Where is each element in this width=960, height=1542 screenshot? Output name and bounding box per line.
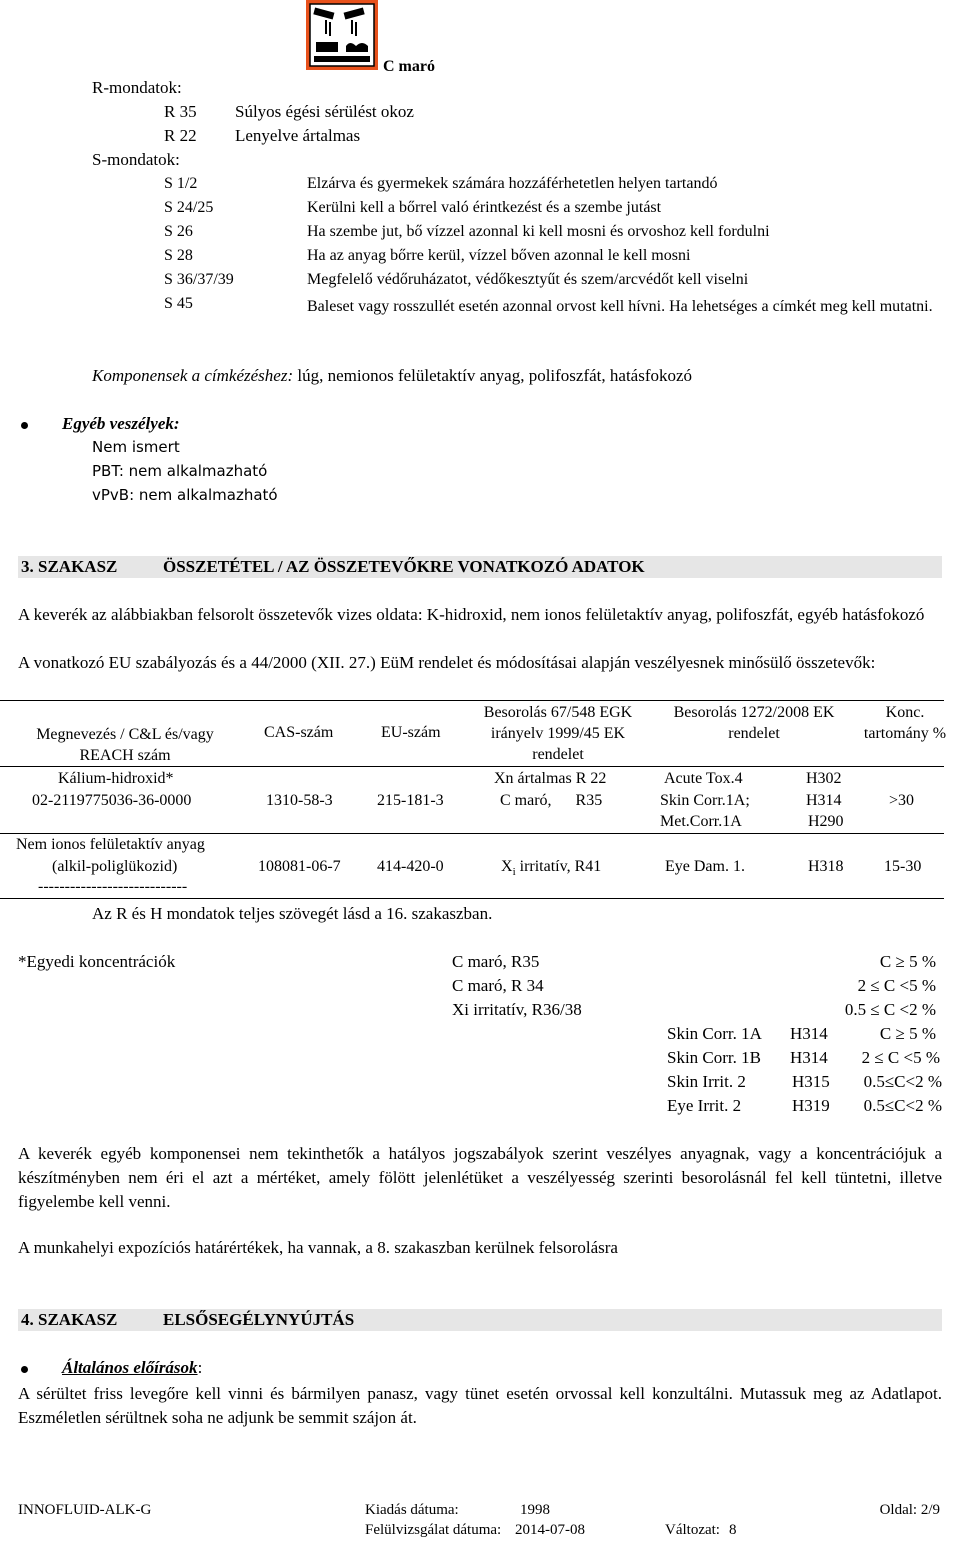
s-phrase-code: S 26 [164, 223, 193, 240]
components-label-prefix: Komponensek a címkézéshez: [92, 366, 294, 385]
table-row-clp-class: Eye Dam. 1. [665, 858, 745, 875]
s-phrase-code: S 28 [164, 247, 193, 264]
table-header-conc: Konc. tartomány % [863, 704, 947, 742]
section-3-paragraph: A keverék egyéb komponensei nem tekinthetők a hatályos jogszabályok szerint veszélyes anyagnak, vagy a koncentrációjuk a készítményben nem éri el azt a mértéket, amely fölött jelenlétüket a veszélyesség szerinti besorolásnál fel kell tüntetni, illetve figyelembe kell venni. [18, 1144, 942, 1211]
corrosive-pictogram [306, 0, 378, 70]
conc-clp-h: H319 [792, 1096, 830, 1115]
table-row-conc: >30 [889, 792, 915, 809]
table-row-name: Kálium-hidroxid* [58, 770, 174, 787]
footer-issue-value: 1998 [520, 1502, 550, 1518]
conc-clp-class: Skin Corr. 1A [667, 1024, 762, 1043]
table-row-cas: 108081-06-7 [258, 858, 341, 875]
footer-version-label: Változat: [665, 1522, 720, 1538]
bullet-icon [21, 422, 28, 429]
table-row-eu: 215-181-3 [377, 792, 444, 809]
s-phrase-code: S 36/37/39 [164, 271, 234, 288]
table-row-clp-h: H314 [806, 792, 842, 809]
section-3-paragraph: A munkahelyi expozíciós határértékek, ha vannak, a 8. szakaszban kerülnek felsorolásra [18, 1238, 618, 1257]
s-phrase-code: S 45 [164, 295, 193, 312]
components-label [92, 366, 692, 386]
section-4-paragraph: A sérültet friss levegőre kell vinni és bármilyen panasz, vagy tünet esetén orvossal kell konzultálni. Mutassuk meg az Adatlapot. Eszméletlen sérültnek soha ne adjunk be semmit szájon át. [18, 1384, 942, 1427]
r-phrase-text: Lenyelve ártalmas [235, 126, 361, 145]
table-divider [0, 766, 944, 767]
table-row-clp-h: H318 [808, 858, 844, 875]
section-3-header [18, 556, 942, 578]
section-3-paragraph: A keverék az alábbiakban felsorolt összetevők vizes oldata: K-hidroxid, nem ionos felületaktív anyag, polifoszfát, egyéb hatásfokozó [18, 605, 925, 624]
table-row-reach: 02-2119775036-36-0000 [32, 792, 192, 809]
general-rules-title: Általános előírások: [62, 1358, 203, 1377]
s-phrase-code: S 1/2 [164, 175, 198, 192]
section-4-number: 4. SZAKASZ [21, 1310, 118, 1329]
section-3-title: ÖSSZETÉTEL / AZ ÖSSZETEVŐKRE VONATKOZÓ ADATOK [163, 557, 645, 576]
r-phrase-code: R 22 [164, 126, 197, 145]
conc-class: C maró, R 34 [452, 976, 544, 995]
footer-version-value: 8 [729, 1522, 737, 1538]
conc-clp-value: 0.5≤C<2 % [863, 1096, 942, 1115]
table-row-dsd: C maró, R35 [500, 792, 603, 809]
r-phrases-title: R-mondatok: [92, 78, 182, 97]
table-row-clp-class: Acute Tox.4 [664, 770, 743, 787]
footer-page: Oldal: 2/9 [879, 1502, 940, 1518]
table-row-conc: 15-30 [884, 858, 922, 875]
r-phrase-code: R 35 [164, 102, 197, 121]
table-header-dsd: Besorolás 67/548 EGK irányelv 1999/45 EK rendelet [483, 704, 633, 763]
table-header-cas: CAS-szám [264, 724, 334, 741]
table-row-clp-class: Met.Corr.1A [660, 813, 742, 830]
concentration-label: *Egyedi koncentrációk [18, 952, 176, 971]
footer-review-label: Felülvizsgálat dátuma: [365, 1522, 502, 1538]
other-hazards-line: PBT: nem alkalmazható [92, 462, 268, 480]
other-hazards-line: vPvB: nem alkalmazható [92, 486, 278, 504]
section-4-title: ELSŐSEGÉLYNYÚJTÁS [163, 1310, 355, 1329]
section-3-paragraph: A vonatkozó EU szabályozás és a 44/2000 (XII. 27.) EüM rendelet és módosításai alapján veszélyesnek minősülő összetevők: [18, 653, 876, 672]
table-row-dsd: Xn ártalmas R 22 [494, 770, 607, 787]
r-phrase-text: Súlyos égési sérülést okoz [235, 102, 414, 121]
conc-class: C maró, R35 [452, 952, 540, 971]
footer-issue-label: Kiadás dátuma: [365, 1502, 459, 1518]
other-hazards-title: Egyéb veszélyek: [62, 414, 180, 433]
conc-clp-class: Skin Irrit. 2 [667, 1072, 746, 1091]
table-row-name: (alkil-poliglükozid) [52, 858, 178, 875]
conc-clp-h: H314 [790, 1048, 828, 1067]
conc-value: C ≥ 5 % [879, 952, 936, 971]
table-row-eu: 414-420-0 [377, 858, 444, 875]
conc-clp-h: H315 [792, 1072, 830, 1091]
conc-clp-class: Eye Irrit. 2 [667, 1096, 742, 1115]
s-phrase-text: Baleset vagy rosszullét esetén azonnal orvost kell hívni. Ha lehetséges a címkét meg kell mutatni. [307, 298, 933, 315]
table-row-dsd: $X_i$ irritatív, R41 [501, 858, 602, 879]
table-divider [0, 833, 944, 834]
conc-value: 2 ≤ C <5 % [857, 976, 936, 995]
table-row-dashes: ---------------------------- [38, 878, 188, 895]
table-row-clp-h: H290 [808, 813, 844, 830]
section-3-number: 3. SZAKASZ [21, 557, 118, 576]
table-row-clp-class: Skin Corr.1A; [660, 792, 750, 809]
table-row-cas: 1310-58-3 [266, 792, 333, 809]
table-footnote: Az R és H mondatok teljes szövegét lásd a 16. szakaszban. [92, 904, 493, 923]
table-header-name: Megnevezés / C&L és/vagy REACH szám [36, 726, 214, 764]
conc-clp-h: H314 [790, 1024, 828, 1043]
s-phrase-text: Ha az anyag bőrre kerül, vízzel bőven azonnal le kell mosni [307, 247, 691, 264]
s-phrase-text: Ha szembe jut, bő vízzel azonnal ki kell mosni és orvoshoz kell fordulni [307, 223, 770, 240]
table-header-clp: Besorolás 1272/2008 EK rendelet [673, 704, 835, 742]
pictogram-label: C maró [383, 58, 435, 75]
s-phrase-code: S 24/25 [164, 199, 214, 216]
conc-clp-value: 2 ≤ C <5 % [861, 1048, 940, 1067]
conc-clp-class: Skin Corr. 1B [667, 1048, 761, 1067]
conc-value: 0.5 ≤ C <2 % [844, 1000, 936, 1019]
footer-product: INNOFLUID-ALK-G [18, 1502, 152, 1518]
table-header-eu: EU-szám [381, 724, 441, 741]
section-4-header [18, 1309, 942, 1331]
s-phrase-text: Elzárva és gyermekek számára hozzáférhetetlen helyen tartandó [307, 175, 718, 192]
conc-class: Xi irritatív, R36/38 [452, 1000, 582, 1019]
components-label-text: lúg, nemionos felületaktív anyag, polifoszfát, hatásfokozó [297, 366, 693, 385]
other-hazards-line: Nem ismert [92, 438, 180, 456]
table-row-clp-h: H302 [806, 770, 842, 787]
bullet-icon [21, 1366, 28, 1373]
conc-clp-value: C ≥ 5 % [879, 1024, 936, 1043]
s-phrase-text: Kerülni kell a bőrrel való érintkezést és a szembe jutást [307, 199, 662, 216]
corrosive-icon [306, 0, 378, 70]
conc-clp-value: 0.5≤C<2 % [863, 1072, 942, 1091]
s-phrases-title: S-mondatok: [92, 150, 180, 169]
footer-review-value: 2014-07-08 [515, 1522, 585, 1538]
s-phrase-text: Megfelelő védőruházatot, védőkesztyűt és szem/arcvédőt kell viselni [307, 271, 749, 288]
table-row-name: Nem ionos felületaktív anyag [16, 836, 205, 853]
